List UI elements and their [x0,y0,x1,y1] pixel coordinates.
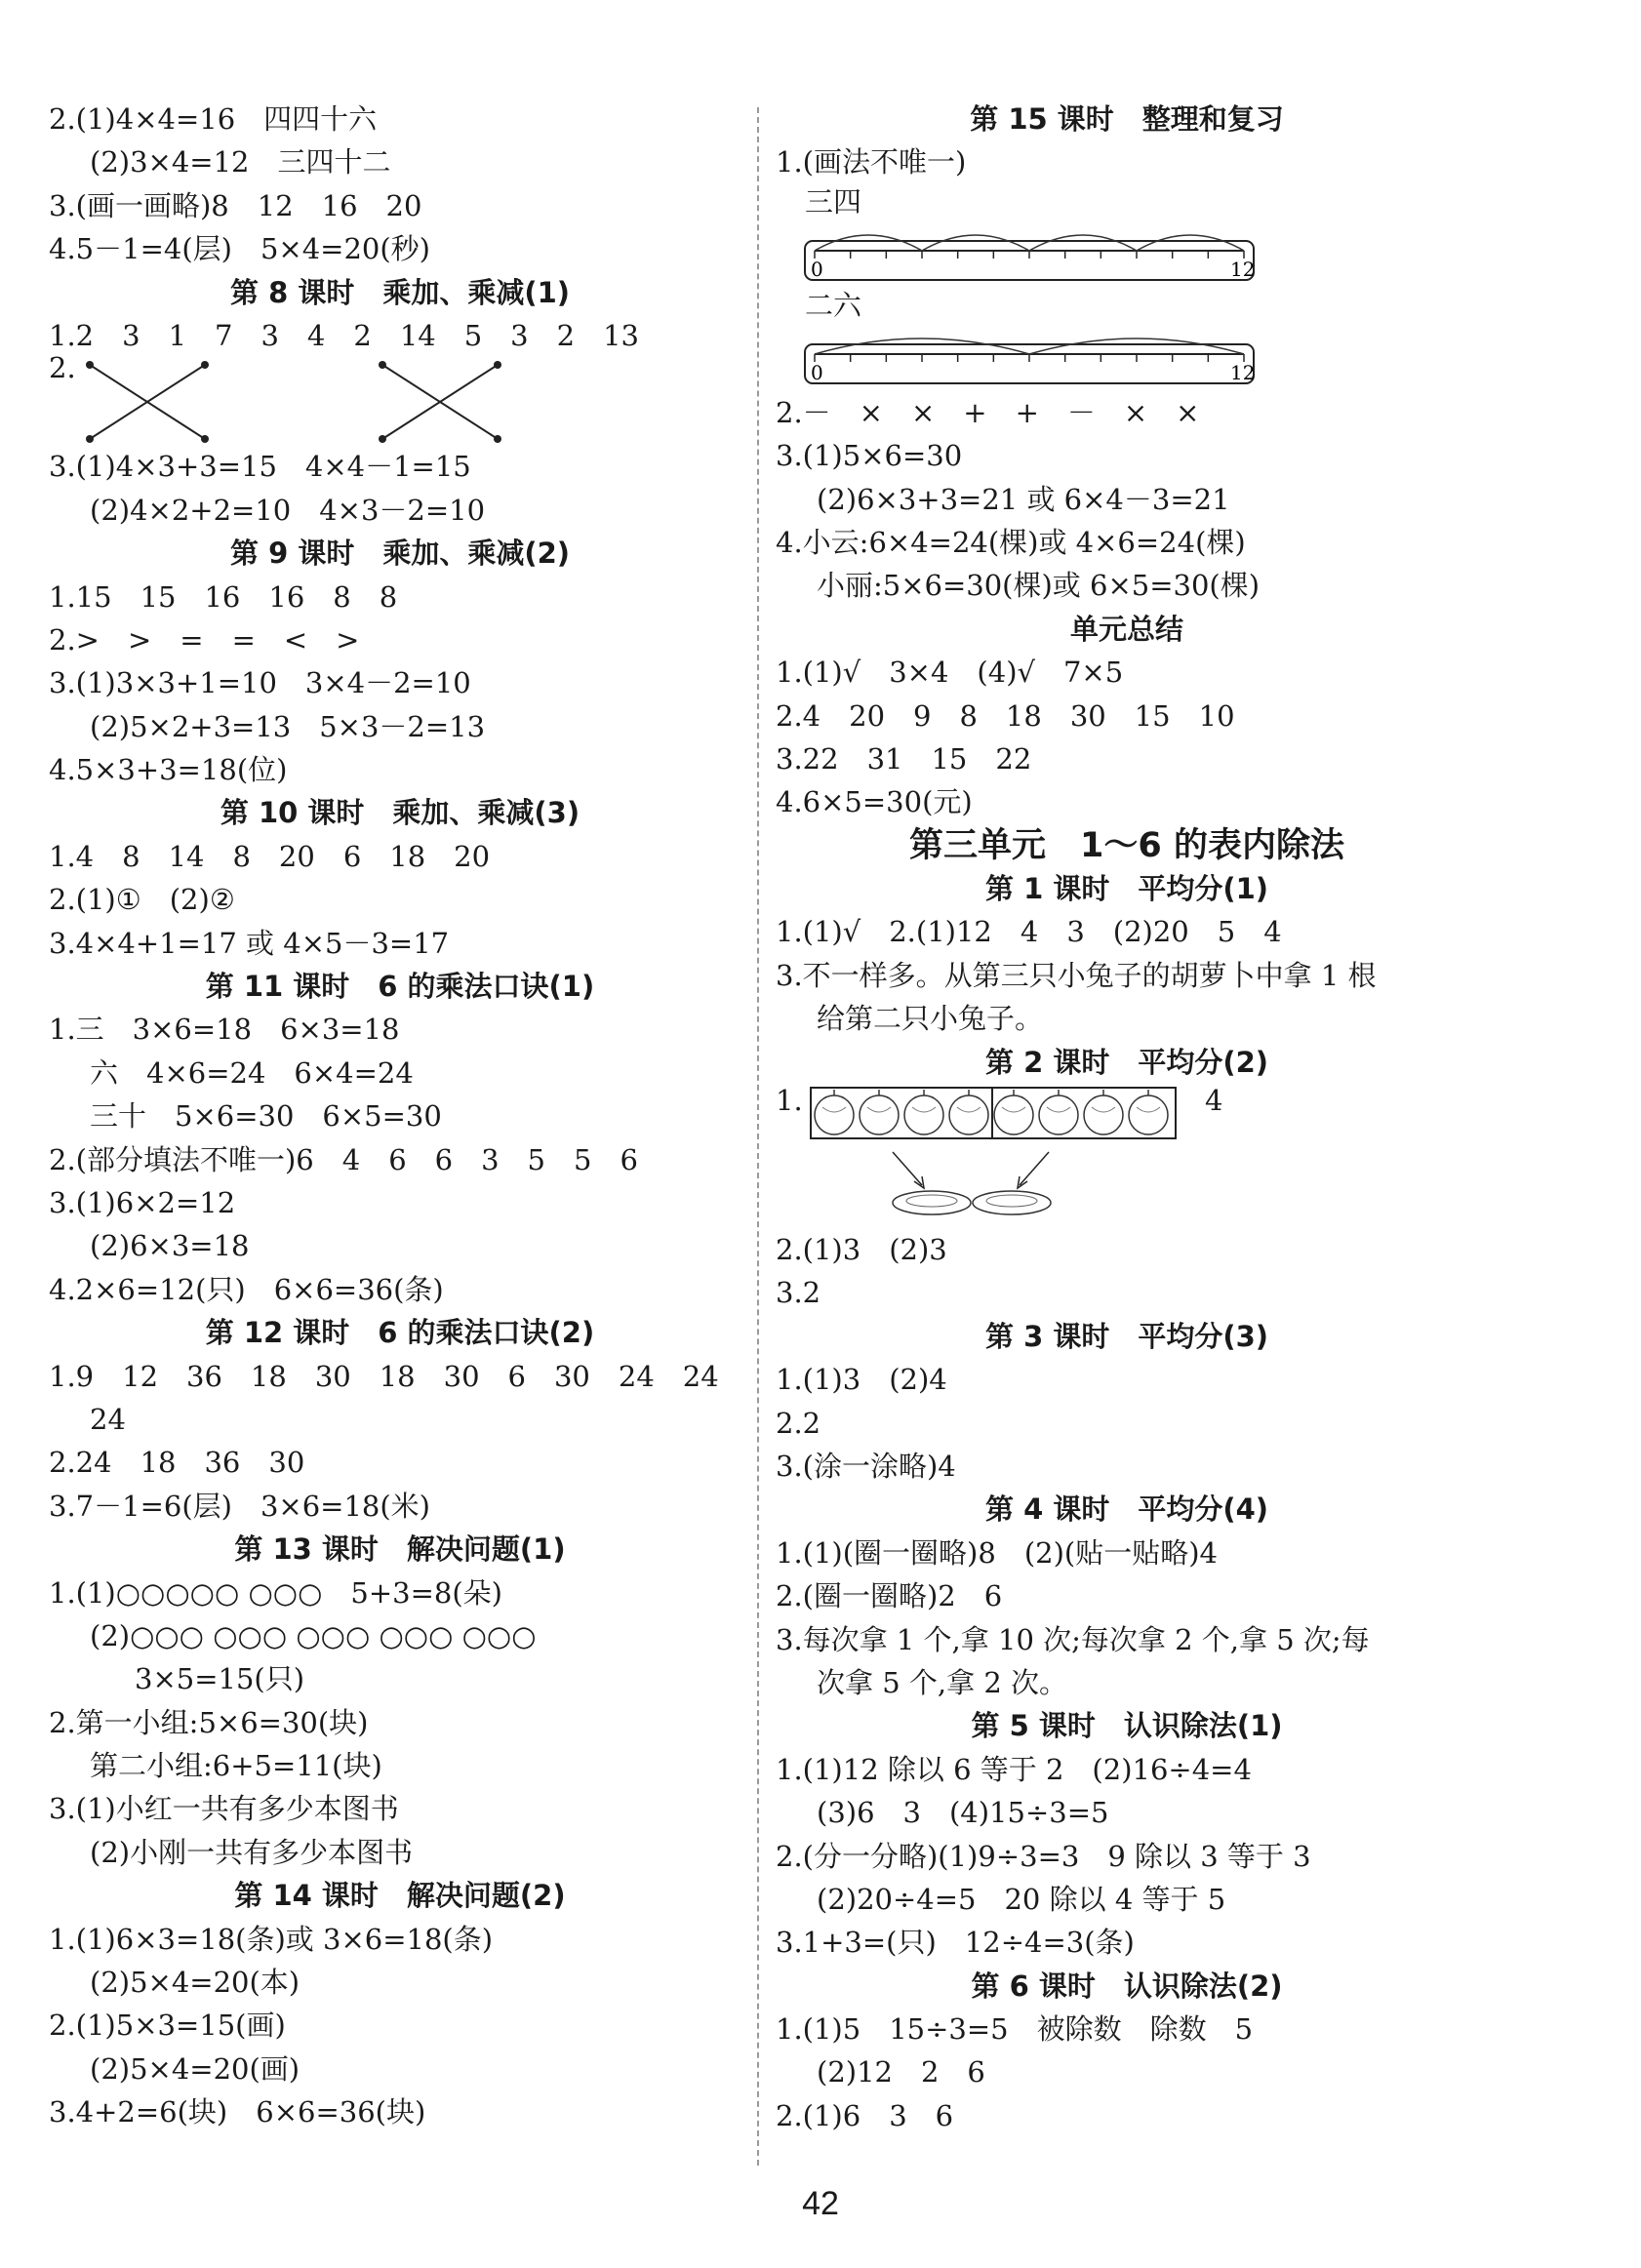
answer-line: 3.(1)4×3+3=15 4×4－1=15 [49,450,471,484]
cross-lines [49,357,751,445]
section-heading: 第 10 课时 乘加、乘减(3) [220,796,580,830]
answer-line: 1.(1)√ 2.(1)12 4 3 (2)20 5 4 [776,915,1282,949]
number-line-end: 12 [1230,360,1256,384]
answer-line: 1.2 3 1 7 3 4 2 14 5 3 2 13 [49,318,639,352]
section-heading: 第 5 课时 认识除法(1) [971,1709,1283,1743]
answer-line: 六 4×6=24 6×4=24 [90,1055,414,1090]
question-number: 1. [776,1084,803,1118]
section-heading: 第 2 课时 平均分(2) [984,1045,1269,1079]
answer-line: (2)6×3+3=21 或 6×4－3=21 [817,482,1230,516]
answer-line: 2.(1)6 3 6 [776,2098,954,2132]
answer-line: (2)12 2 6 [817,2055,985,2089]
answer-line: (2)5×2+3=13 5×3－2=13 [90,709,486,743]
answer-line: (2)5×4=20(画) [90,2051,300,2086]
answer-line: 2.(1)① (2)② [49,883,235,917]
section-heading: 第 14 课时 解决问题(2) [234,1879,566,1913]
answer-line: 4.2×6=12(只) 6×6=36(条) [49,1272,444,1306]
answer-line: 给第二只小兔子。 [817,1002,1044,1036]
answer-line: 1.(画法不唯一) [776,145,967,179]
answer-line: 小丽:5×6=30(棵)或 6×5=30(棵) [817,569,1261,603]
answer-line: (3)6 3 (4)15÷3=5 [817,1796,1109,1830]
section-heading: 第 8 课时 乘加、乘减(1) [229,275,571,309]
answer-line: 1.(1)√ 3×4 (4)√ 7×5 [776,656,1124,690]
answer-line: 3.(1)小红一共有多少本图书 [49,1792,399,1826]
number-line-label: 三四 [805,184,862,219]
answer-line: 3.(画一画略)8 12 16 20 [49,188,422,222]
answer-line: (2)20÷4=5 20 除以 4 等于 5 [817,1882,1226,1916]
answer-line: 2.－ × × + + － × × [776,395,1200,429]
number-line-figure [776,288,1478,391]
answer-line: 3.不一样多。从第三只小兔子的胡萝卜中拿 1 根 [776,958,1377,992]
answer-line: 1.9 12 36 18 30 18 30 6 30 24 24 [49,1359,719,1393]
column-divider [757,107,759,2166]
answer-line: 1.4 8 14 8 20 6 18 20 [49,839,491,873]
answer-line: 4.5×3+3=18(位) [49,753,288,787]
answer-line: 3.(1)3×3+1=10 3×4－2=10 [49,666,471,700]
answer-line: 第二小组:6+5=11(块) [90,1749,382,1783]
section-heading: 第三单元 1～6 的表内除法 [909,825,1344,865]
answer-line: 三十 5×6=30 6×5=30 [90,1099,442,1134]
answer-line: 24 [90,1402,126,1436]
answer-line: 2.(1)3 (2)3 [776,1233,947,1267]
answer-line: 3.(1)6×2=12 [49,1185,236,1219]
answer-line: 3.22 31 15 22 [776,741,1032,776]
answer-line: 2.> > = = < > [49,622,360,657]
answer-line: 1.(1)12 除以 6 等于 2 (2)16÷4=4 [776,1752,1252,1786]
answer-line: 3.1+3=(只) 12÷4=3(条) [776,1926,1135,1960]
answer-line: 2.(部分填法不唯一)6 4 6 6 3 5 5 6 [49,1142,638,1176]
answer-line: 2.24 18 36 30 [49,1446,305,1480]
answer-line: 1.(1)6×3=18(条)或 3×6=18(条) [49,1922,494,1956]
left-column [49,98,751,2134]
answer-line: 3×5=15(只) [135,1662,305,1696]
section-heading: 第 12 课时 6 的乘法口诀(2) [205,1316,595,1350]
answer-line: 1.(1)3 (2)4 [776,1363,947,1397]
answer-line: 3.4×4+1=17 或 4×5－3=17 [49,926,450,960]
section-heading: 单元总结 [1069,612,1183,646]
answer-line: 1.(1)5 15÷3=5 被除数 除数 5 [776,2012,1254,2047]
number-line-start: 0 [811,360,823,384]
answer-line: (2)4×2+2=10 4×3－2=10 [90,493,486,527]
answer-line: 1.(1)○○○○○ ○○○ 5+3=8(朵) [49,1575,502,1610]
answer-line: 1.15 15 16 16 8 8 [49,579,398,614]
question-number: 2. [49,351,76,385]
matching-lines-figure [49,351,751,445]
answer-line: 4.5－1=4(层) 5×4=20(秒) [49,232,430,266]
answer-line: 3.4+2=6(块) 6×6=36(块) [49,2095,426,2129]
number-line-end: 12 [1230,257,1256,281]
section-heading: 第 13 课时 解决问题(1) [234,1532,566,1567]
answer-line: 4.小云:6×4=24(棵)或 4×6=24(棵) [776,525,1246,559]
section-heading: 第 15 课时 整理和复习 [970,102,1284,136]
answer-line: 3.2 [776,1276,821,1310]
answer-line: (2)○○○ ○○○ ○○○ ○○○ ○○○ [90,1618,537,1652]
answer-line: 3.(涂一涂略)4 [776,1449,956,1483]
answer-line: 3.每次拿 1 个,拿 10 次;每次拿 2 个,拿 5 次;每 [776,1622,1370,1656]
number-line-label: 二六 [805,288,862,322]
answer-line: 1.(1)(圈一圈略)8 (2)(贴一贴略)4 [776,1535,1218,1570]
section-heading: 第 3 课时 平均分(3) [984,1319,1269,1353]
page-number: 42 [802,2185,839,2222]
answer-line: 2.(1)5×3=15(画) [49,2009,286,2043]
answer-line: 3.(1)5×6=30 [776,439,963,473]
section-heading: 第 1 课时 平均分(1) [984,872,1269,906]
answer-line: 2.4 20 9 8 18 30 15 10 [776,698,1235,733]
answer: 4 [1205,1084,1223,1118]
section-heading: 第 11 课时 6 的乘法口诀(1) [205,970,595,1004]
answer-line: (2)3×4=12 三四十二 [90,145,391,179]
right-column [776,98,1478,2137]
number-line-figure [776,184,1478,288]
answer-line: (2)5×4=20(本) [90,1966,300,2000]
answer-line: 2.2 [776,1406,821,1440]
answer-line: 2.(圈一圈略)2 6 [776,1579,1003,1613]
section-heading: 第 6 课时 认识除法(2) [971,1969,1283,2003]
apples-figure [776,1084,1478,1228]
answer-line: (2)6×3=18 [90,1229,250,1263]
answer-line: (2)小刚一共有多少本图书 [90,1835,414,1869]
answer-line: 3.7－1=6(层) 3×6=18(米) [49,1489,430,1523]
answer-line: 4.6×5=30(元) [776,785,973,819]
number-line-start: 0 [811,257,823,281]
section-heading: 第 4 课时 平均分(4) [984,1492,1269,1527]
section-heading: 第 9 课时 乘加、乘减(2) [229,537,571,571]
answer-line: 次拿 5 个,拿 2 次。 [817,1665,1067,1699]
answer-line: 2.(分一分略)(1)9÷3=3 9 除以 3 等于 3 [776,1839,1311,1873]
answer-line: 1.三 3×6=18 6×3=18 [49,1013,400,1047]
answer-line: 2.第一小组:5×6=30(块) [49,1705,369,1739]
answer-line: 2.(1)4×4=16 四四十六 [49,102,378,136]
